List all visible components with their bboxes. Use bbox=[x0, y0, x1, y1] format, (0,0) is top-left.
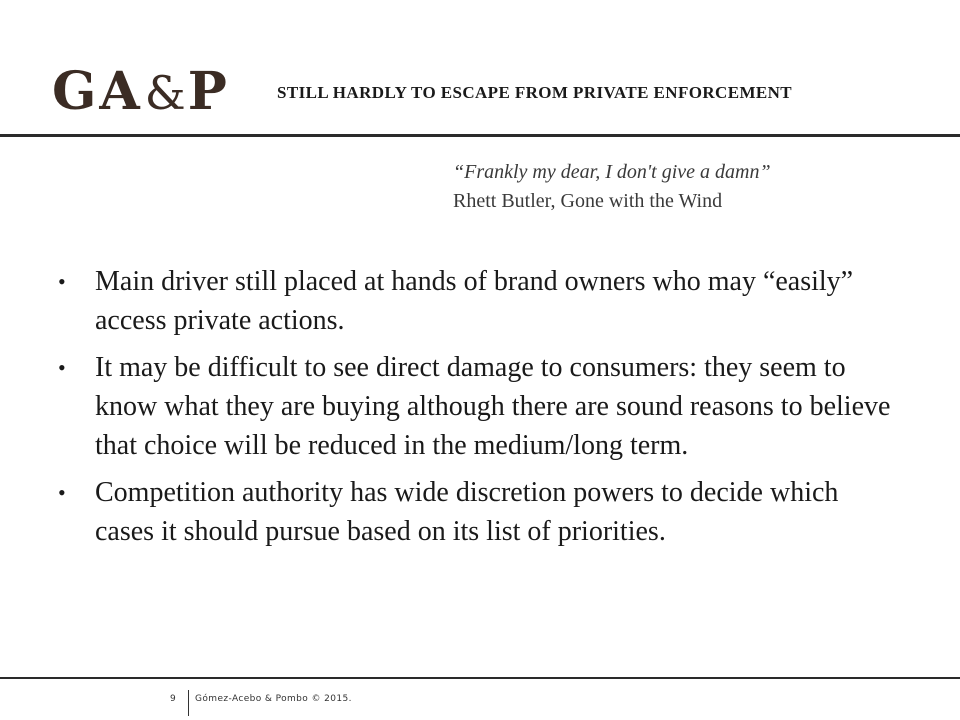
bullet-text: Competition authority has wide discretion powers to decide which cases it should pursue based on its list of priorities. bbox=[95, 477, 839, 547]
bullet-text: Main driver still placed at hands of brand owners who may “easily” access private actions. bbox=[95, 266, 854, 336]
footer-divider bbox=[0, 677, 960, 679]
bullet-item bbox=[55, 473, 895, 551]
quote-text: “Frankly my dear, I don't give a damn” bbox=[453, 161, 771, 183]
bullet-icon: • bbox=[58, 480, 66, 505]
page-number: 9 bbox=[170, 694, 176, 704]
bullet-icon: • bbox=[58, 269, 66, 294]
copyright-notice: Gómez-Acebo & Pombo © 2015. bbox=[195, 694, 352, 704]
header-divider bbox=[0, 134, 960, 137]
quote-block bbox=[453, 158, 771, 216]
bullet-item bbox=[55, 262, 895, 340]
company-logo bbox=[52, 62, 230, 123]
footer-separator bbox=[188, 690, 189, 716]
logo-text-p: P bbox=[187, 61, 230, 122]
logo-ampersand: & bbox=[144, 66, 186, 120]
slide-title: STILL HARDLY TO ESCAPE FROM PRIVATE ENFORCEMENT bbox=[277, 83, 793, 102]
bullet-text: It may be difficult to see direct damage to consumers: they seem to know what they are buying although there are sound reasons to believe that choice will be reduced in the medium/long term. bbox=[95, 352, 891, 461]
bullet-item bbox=[55, 348, 895, 465]
bullet-list bbox=[55, 262, 895, 559]
bullet-icon: • bbox=[58, 355, 66, 380]
quote-attribution: Rhett Butler, Gone with the Wind bbox=[453, 190, 723, 212]
logo-text-ga: GA bbox=[52, 61, 143, 122]
